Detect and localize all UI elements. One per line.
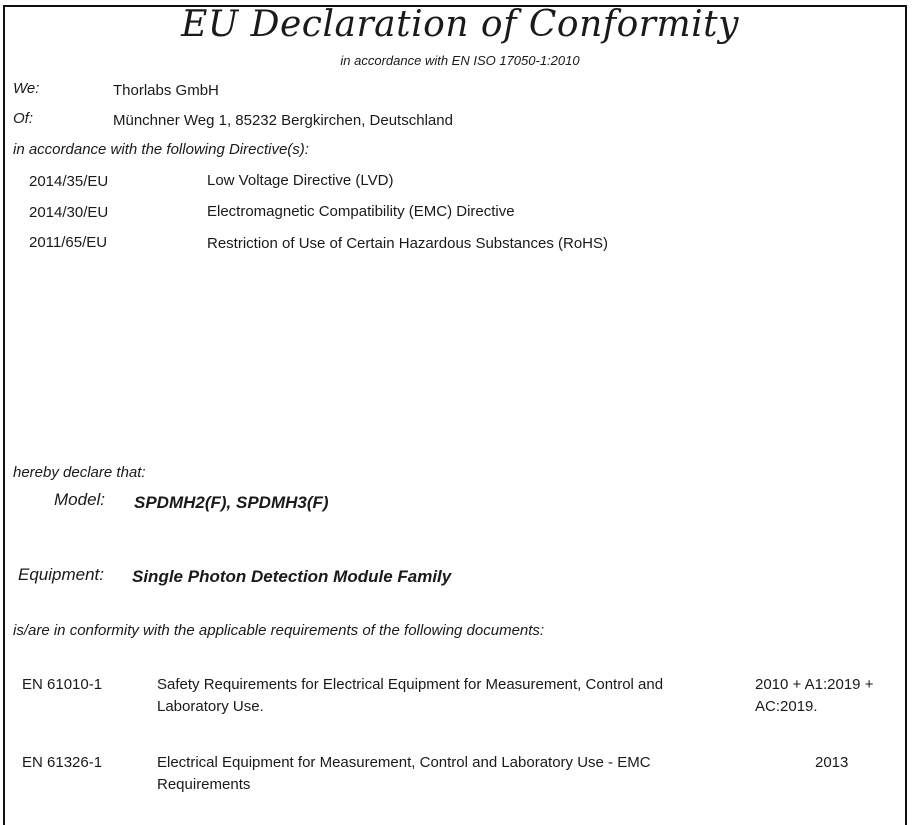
standard-description-line: Safety Requirements for Electrical Equipment for Measurement, Control and bbox=[157, 676, 664, 693]
standard-date bbox=[815, 752, 848, 774]
we-label: We: bbox=[13, 80, 40, 97]
manufacturer-address: Münchner Weg 1, 85232 Bergkirchen, Deutschland bbox=[113, 112, 453, 129]
standard-description-line: Requirements bbox=[157, 776, 251, 793]
standard-description-line: Electrical Equipment for Measurement, Control and Laboratory Use - EMC bbox=[157, 754, 651, 771]
directive-name: Electromagnetic Compatibility (EMC) Directive bbox=[207, 203, 515, 220]
directive-name: Low Voltage Directive (LVD) bbox=[207, 172, 394, 189]
directives-intro: in accordance with the following Directive(s): bbox=[13, 141, 309, 158]
standard-date bbox=[755, 674, 873, 718]
hereby-declare-text: hereby declare that: bbox=[13, 464, 146, 481]
model-label: Model: bbox=[54, 490, 106, 509]
standard-description bbox=[157, 752, 651, 796]
directive-name: Restriction of Use of Certain Hazardous Substances (RoHS) bbox=[207, 235, 609, 252]
standard-description bbox=[157, 674, 663, 718]
standard-date-line: 2013 bbox=[815, 754, 849, 771]
standard-date-line: AC:2019. bbox=[755, 698, 818, 715]
standard-description-line: Laboratory Use. bbox=[157, 698, 264, 715]
standard-code: EN 61326-1 bbox=[22, 754, 103, 771]
standard-date-line: 2010 + A1:2019 + bbox=[755, 676, 874, 693]
equipment-value: Single Photon Detection Module Family bbox=[132, 567, 452, 586]
document-subtitle: in accordance with EN ISO 17050-1:2010 bbox=[340, 53, 580, 68]
directive-code: 2014/35/EU bbox=[29, 173, 109, 190]
model-value: SPDMH2(F), SPDMH3(F) bbox=[134, 493, 329, 512]
equipment-label: Equipment: bbox=[18, 565, 104, 584]
of-label: Of: bbox=[13, 110, 34, 127]
directive-code: 2011/65/EU bbox=[29, 234, 108, 251]
directive-code: 2014/30/EU bbox=[29, 204, 109, 221]
document-title: EU Declaration of Conformity bbox=[181, 4, 739, 45]
conformity-intro: is/are in conformity with the applicable requirements of the following documents: bbox=[13, 622, 545, 639]
manufacturer-name: Thorlabs GmbH bbox=[113, 82, 219, 99]
standard-code: EN 61010-1 bbox=[22, 676, 103, 693]
